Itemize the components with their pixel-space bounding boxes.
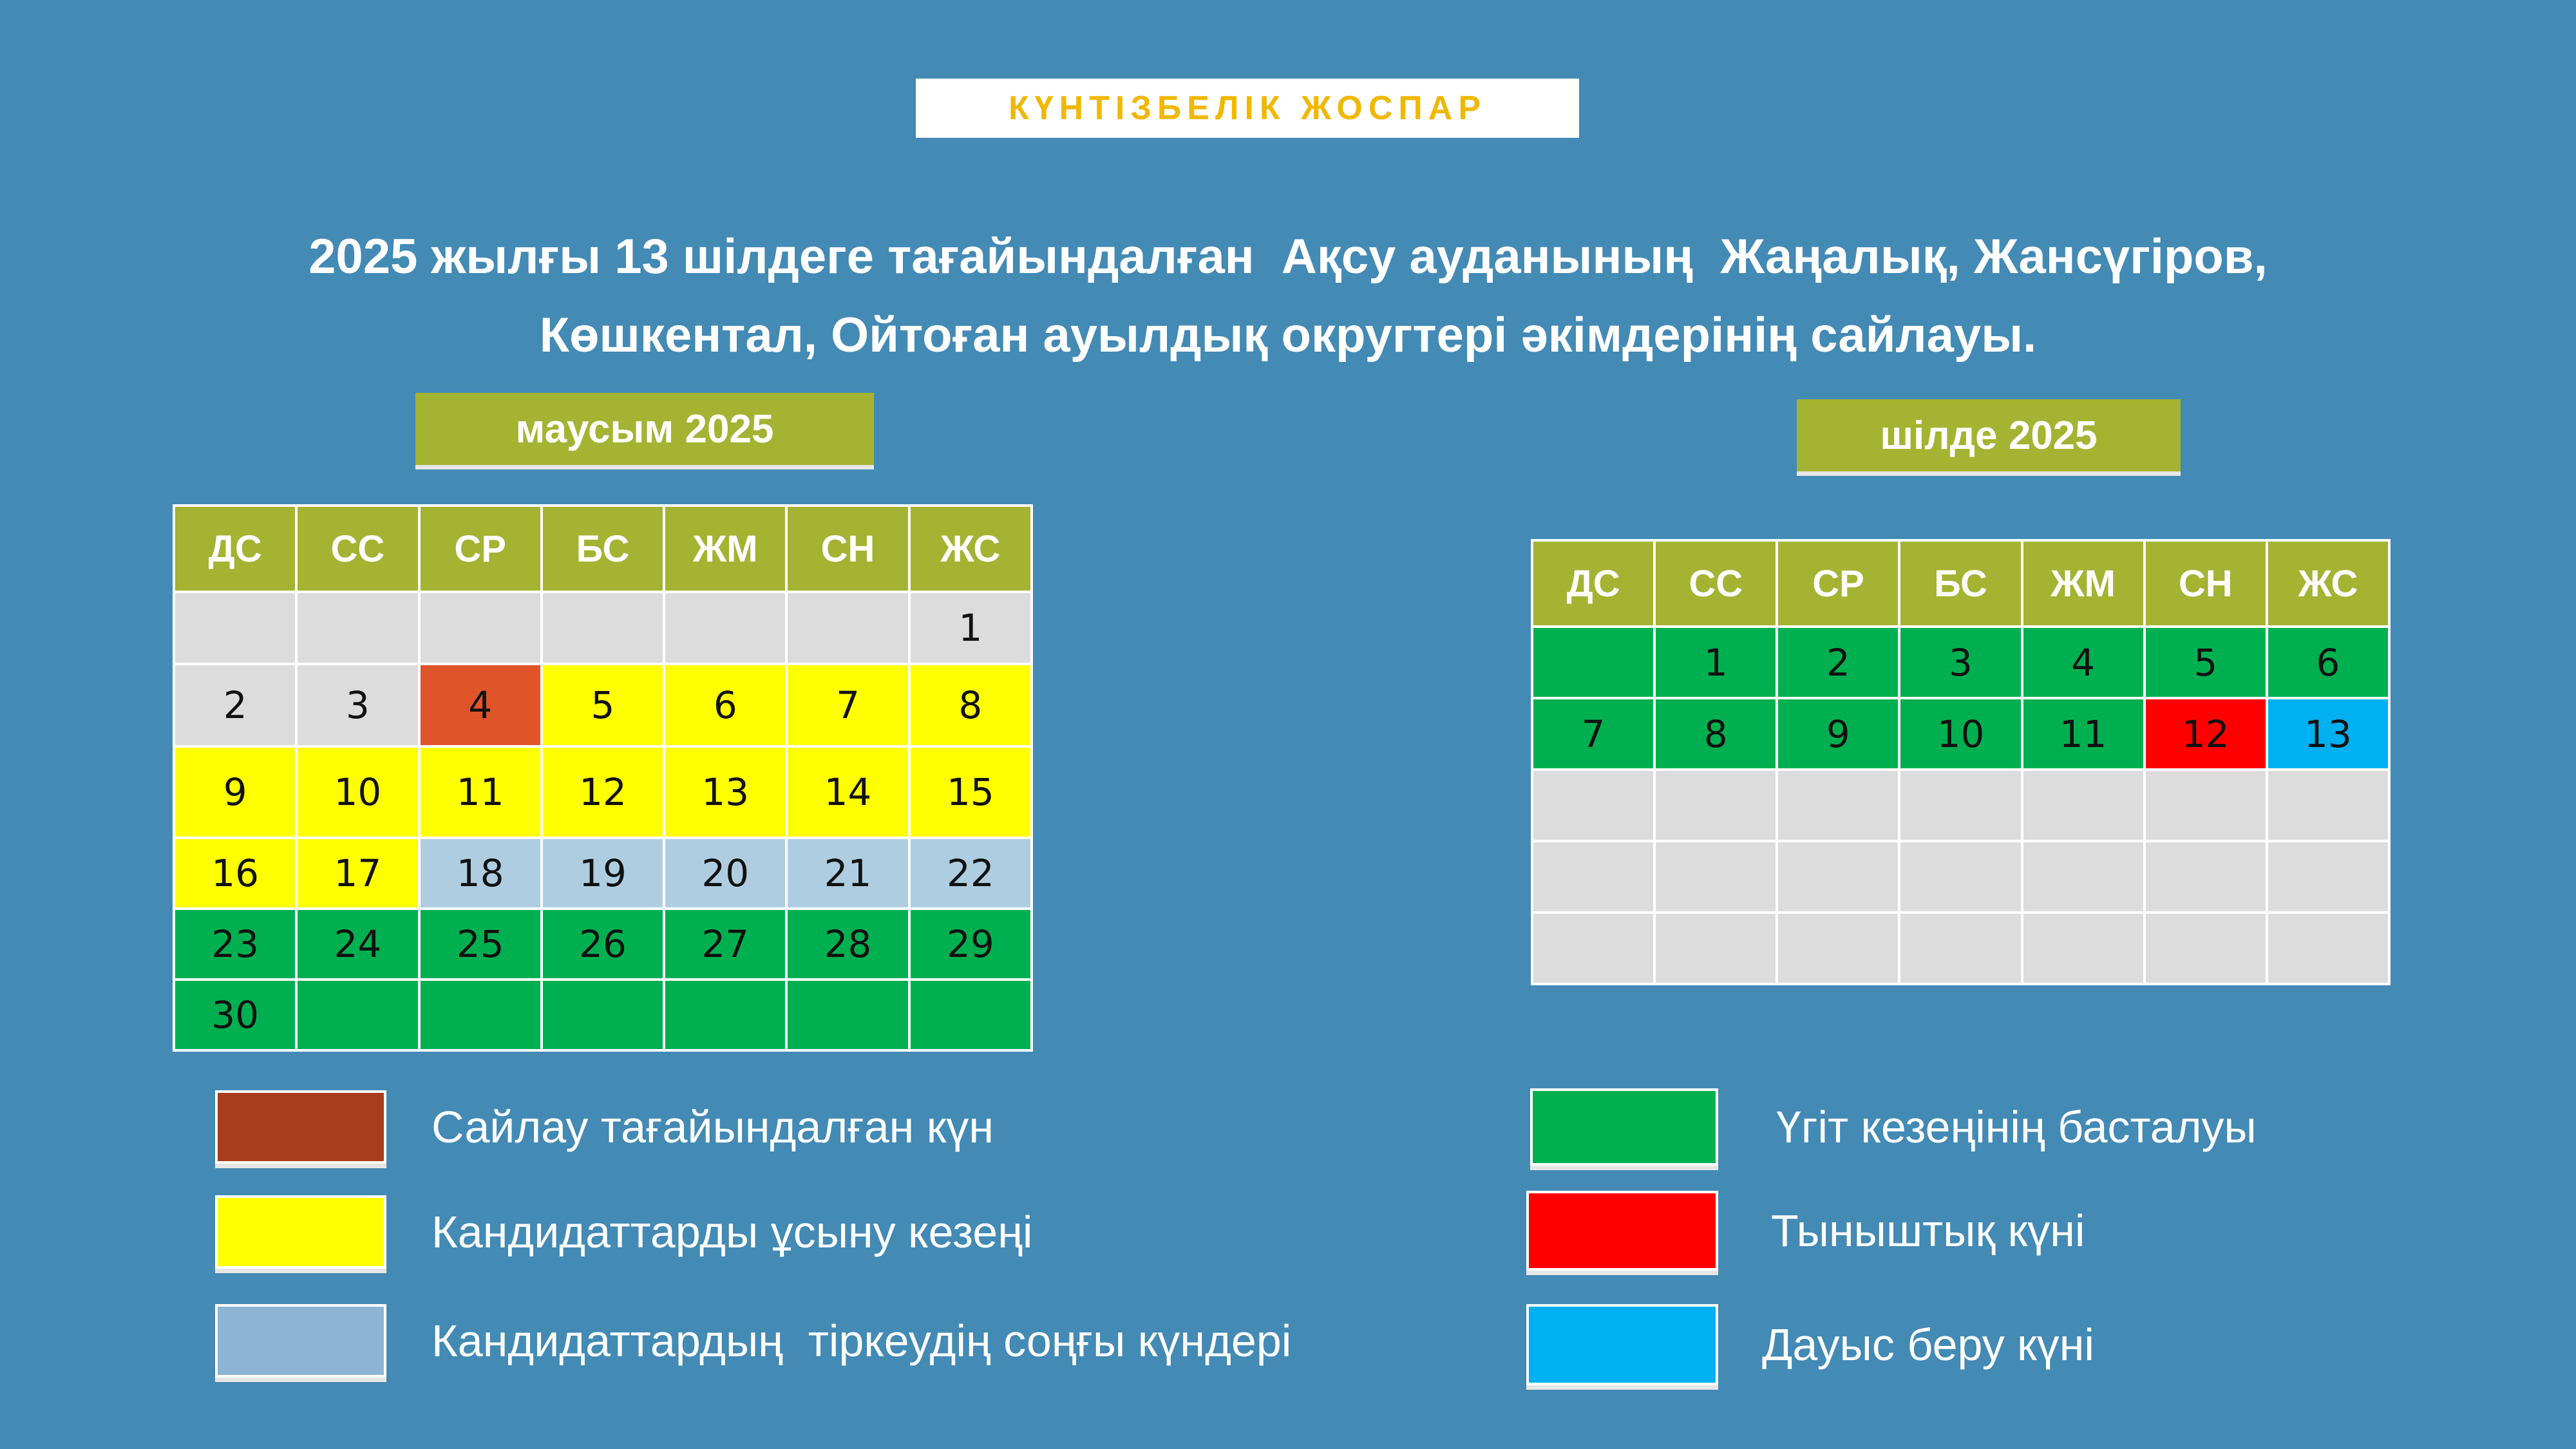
calendar-day-cell: 11: [419, 746, 542, 838]
calendar-day-cell: [1899, 841, 2022, 913]
calendar-day-cell: [2267, 770, 2389, 841]
calendar-day-cell: [909, 980, 1032, 1050]
calendar-day-cell: [786, 980, 909, 1050]
weekday-header: ДС: [174, 506, 296, 592]
calendar-day-cell: 13: [2267, 698, 2389, 770]
calendar-week-row: [174, 592, 1032, 664]
calendar-week-row: [1532, 841, 2389, 913]
calendar-day-cell: 23: [174, 909, 296, 980]
weekday-header-row: [174, 506, 1032, 592]
plan-banner: КҮНТІЗБЕЛІК ЖОСПАР: [916, 79, 1579, 138]
calendar-day-cell: [174, 592, 296, 664]
weekday-header: БС: [1899, 540, 2022, 627]
weekday-header: ДС: [1532, 540, 1654, 627]
calendar-day-cell: [1777, 841, 1899, 913]
calendar-day-cell: 17: [296, 838, 419, 909]
weekday-header: СС: [1654, 540, 1777, 627]
calendar-day-cell: 10: [1899, 698, 2022, 770]
calendar-day-cell: 12: [542, 746, 664, 838]
legend-swatch-registration: [215, 1304, 386, 1378]
weekday-header: ЖМ: [664, 506, 786, 592]
legend-swatch-campaign: [1530, 1088, 1718, 1166]
calendar-day-cell: 7: [786, 664, 909, 746]
calendar-day-cell: 11: [2022, 698, 2145, 770]
calendar-week-row: [174, 664, 1032, 746]
calendar-day-cell: 5: [542, 664, 664, 746]
legend-label-campaign: Үгіт кезеңінің басталуы: [1776, 1102, 2257, 1152]
calendar-day-cell: 3: [296, 664, 419, 746]
title-line-1: 2025 жылғы 13 шілдеге тағайындалған Ақсу ауданының Жаңалық, Жансүгіров,: [308, 229, 2268, 284]
weekday-header: СС: [296, 506, 419, 592]
calendar-day-cell: 4: [419, 664, 542, 746]
calendar-week-row: [174, 746, 1032, 838]
calendar-week-row: [1532, 770, 2389, 841]
calendar-day-cell: 8: [909, 664, 1032, 746]
calendar-day-cell: [1654, 841, 1777, 913]
weekday-header: СР: [419, 506, 542, 592]
calendar-day-cell: 1: [1654, 627, 1777, 698]
calendar-day-cell: [542, 592, 664, 664]
calendar-day-cell: 4: [2022, 627, 2145, 698]
calendar-day-cell: [2022, 841, 2145, 913]
calendar-day-cell: 9: [174, 746, 296, 838]
calendar-day-cell: [2022, 770, 2145, 841]
calendar-week-row: [174, 838, 1032, 909]
page-title: [129, 218, 2447, 375]
calendar-day-cell: 7: [1532, 698, 1654, 770]
calendar-day-cell: [2145, 841, 2267, 913]
weekday-header: ЖС: [909, 506, 1032, 592]
calendar-day-cell: 1: [909, 592, 1032, 664]
calendar-week-row: [1532, 698, 2389, 770]
legend-label-nomination: Кандидаттарды ұсыну кезеңі: [431, 1207, 1033, 1257]
june-calendar: [173, 504, 1033, 1052]
calendar-day-cell: 19: [542, 838, 664, 909]
legend-silence-day: [1526, 1191, 2085, 1271]
calendar-day-cell: [1777, 770, 1899, 841]
calendar-day-cell: [296, 980, 419, 1050]
calendar-day-cell: [1777, 913, 1899, 984]
calendar-day-cell: 6: [2267, 627, 2389, 698]
calendar-day-cell: 29: [909, 909, 1032, 980]
legend-nomination: [215, 1195, 1032, 1269]
calendar-day-cell: [296, 592, 419, 664]
calendar-day-cell: [1654, 913, 1777, 984]
calendar-day-cell: 15: [909, 746, 1032, 838]
legend-swatch-voting-day: [1526, 1304, 1718, 1385]
calendar-day-cell: 20: [664, 838, 786, 909]
calendar-day-cell: 24: [296, 909, 419, 980]
legend-label-election-day: Сайлау тағайындалған күн: [431, 1102, 994, 1152]
calendar-day-cell: [2145, 770, 2267, 841]
weekday-header: СН: [2145, 540, 2267, 627]
weekday-header: БС: [542, 506, 664, 592]
calendar-day-cell: [419, 980, 542, 1050]
calendar-day-cell: 8: [1654, 698, 1777, 770]
calendar-week-row: [174, 980, 1032, 1050]
calendar-day-cell: 6: [664, 664, 786, 746]
calendar-day-cell: [2267, 913, 2389, 984]
june-month-label: маусым 2025: [415, 393, 874, 465]
legend-election-day: [215, 1090, 994, 1164]
legend-voting-day: [1526, 1304, 2094, 1385]
calendar-day-cell: [786, 592, 909, 664]
calendar-day-cell: 10: [296, 746, 419, 838]
calendar-day-cell: [1532, 770, 1654, 841]
calendar-day-cell: [664, 592, 786, 664]
calendar-day-cell: [542, 980, 664, 1050]
calendar-week-row: [174, 909, 1032, 980]
calendar-day-cell: 12: [2145, 698, 2267, 770]
calendar-day-cell: 13: [664, 746, 786, 838]
calendar-day-cell: 18: [419, 838, 542, 909]
calendar-week-row: [1532, 627, 2389, 698]
july-month-label: шілде 2025: [1797, 399, 2181, 471]
calendar-day-cell: [419, 592, 542, 664]
legend-label-silence-day: Тыныштық күні: [1771, 1206, 2085, 1256]
legend-swatch-silence-day: [1526, 1191, 1718, 1271]
calendar-day-cell: [664, 980, 786, 1050]
weekday-header: ЖС: [2267, 540, 2389, 627]
calendar-day-cell: 9: [1777, 698, 1899, 770]
title-line-2: Көшкентал, Ойтоған ауылдық округтері әкімдерінің сайлауы.: [539, 308, 2037, 363]
legend-label-voting-day: Дауыс беру күні: [1762, 1320, 2094, 1370]
calendar-day-cell: [2145, 913, 2267, 984]
calendar-day-cell: 22: [909, 838, 1032, 909]
legend-registration: [215, 1304, 1291, 1378]
calendar-day-cell: [2267, 841, 2389, 913]
legend-campaign: [1530, 1088, 2257, 1166]
weekday-header: СН: [786, 506, 909, 592]
weekday-header-row: [1532, 540, 2389, 627]
calendar-day-cell: 5: [2145, 627, 2267, 698]
legend-swatch-election-day: [215, 1090, 386, 1164]
calendar-day-cell: 2: [1777, 627, 1899, 698]
calendar-day-cell: 16: [174, 838, 296, 909]
calendar-day-cell: [1899, 913, 2022, 984]
july-calendar: [1531, 539, 2391, 985]
calendar-week-row: [1532, 913, 2389, 984]
calendar-day-cell: 28: [786, 909, 909, 980]
calendar-day-cell: 3: [1899, 627, 2022, 698]
calendar-day-cell: [1532, 841, 1654, 913]
calendar-day-cell: [2022, 913, 2145, 984]
calendar-day-cell: [1654, 770, 1777, 841]
calendar-day-cell: [1532, 627, 1654, 698]
calendar-day-cell: 30: [174, 980, 296, 1050]
calendar-day-cell: 2: [174, 664, 296, 746]
calendar-day-cell: 26: [542, 909, 664, 980]
weekday-header: СР: [1777, 540, 1899, 627]
legend-swatch-nomination: [215, 1195, 386, 1269]
calendar-day-cell: [1899, 770, 2022, 841]
calendar-day-cell: [1532, 913, 1654, 984]
calendar-day-cell: 25: [419, 909, 542, 980]
weekday-header: ЖМ: [2022, 540, 2145, 627]
calendar-day-cell: 27: [664, 909, 786, 980]
calendar-day-cell: 21: [786, 838, 909, 909]
legend-label-registration: Кандидаттардың тіркеудің соңғы күндері: [431, 1316, 1292, 1366]
calendar-day-cell: 14: [786, 746, 909, 838]
